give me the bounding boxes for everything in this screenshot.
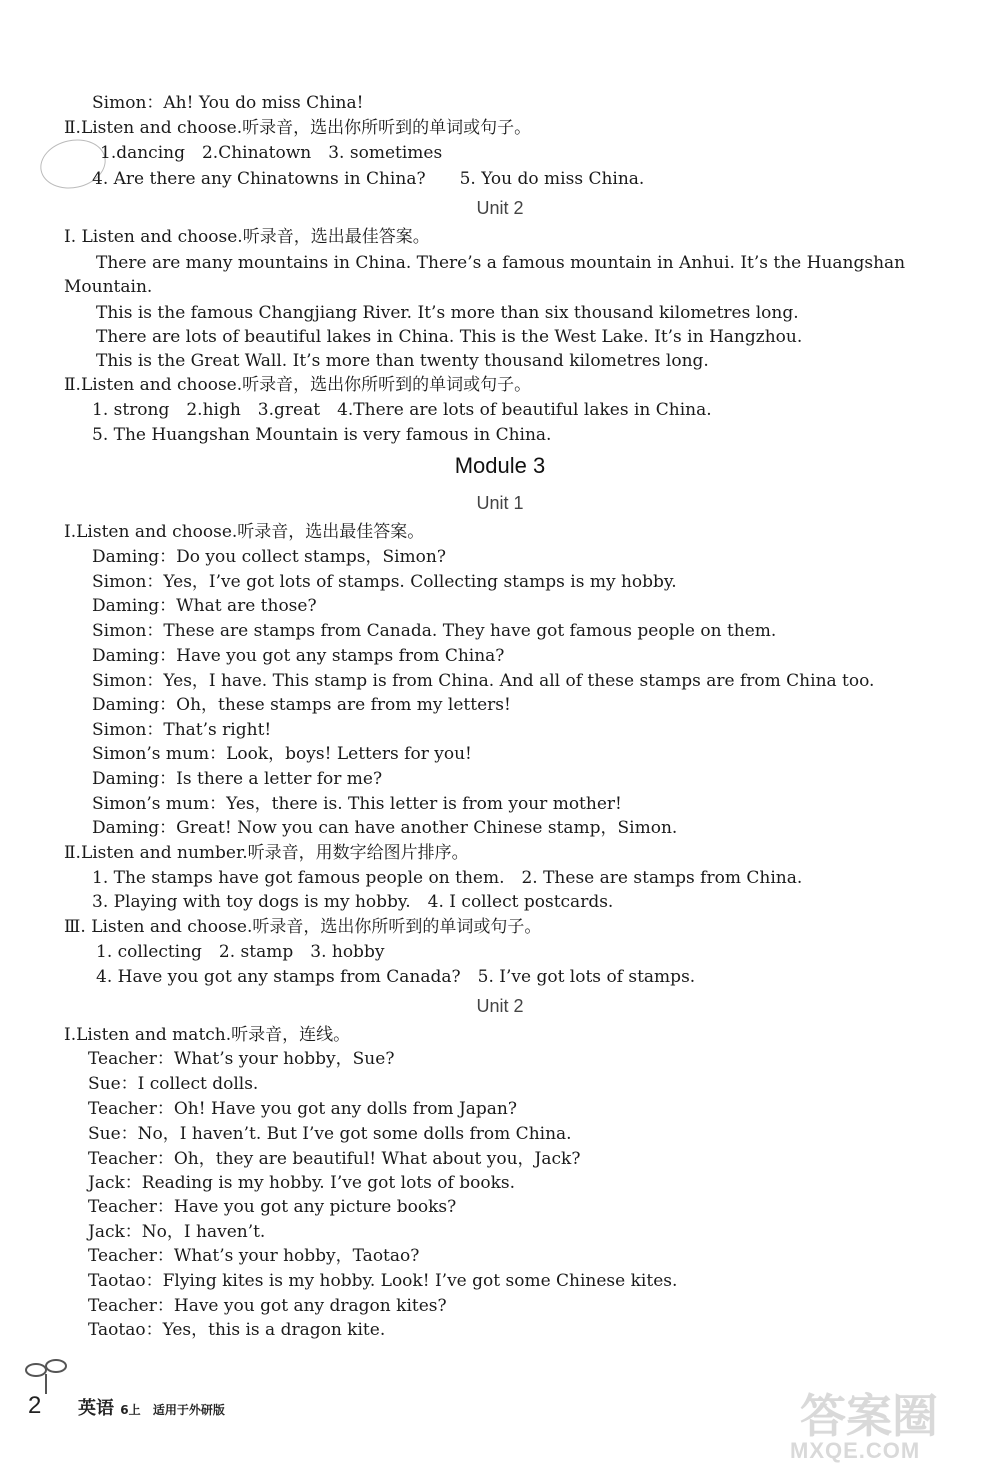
section-heading: Ⅱ.Listen and choose.听录音，选出你所听到的单词或句子。 — [64, 118, 532, 138]
dialogue-line: Teacher：What’s your hobby，Taotao? — [88, 1246, 420, 1266]
watermark-logo: 答案圈 — [800, 1389, 938, 1443]
dialogue-line: Sue：No，I haven’t. But I’ve got some dolls from China. — [88, 1124, 572, 1144]
dialogue-line: Taotao：Flying kites is my hobby. Look! I’ve got some Chinese kites. — [88, 1271, 678, 1291]
text-line: Mountain. — [64, 277, 153, 297]
text-line: 4. Are there any Chinatowns in China? 5. You do miss China. — [92, 169, 645, 189]
dialogue-line: Jack：Reading is my hobby. I’ve got lots of books. — [88, 1173, 516, 1193]
grade: 6上 — [120, 1403, 141, 1417]
section-heading: Ⅰ.Listen and match.听录音，连线。 — [64, 1025, 351, 1045]
section-heading: Ⅰ.Listen and choose.听录音，选出最佳答案。 — [64, 522, 425, 542]
page-number: 2 — [28, 1392, 42, 1419]
dialogue-line: Teacher：Have you got any picture books? — [88, 1197, 457, 1217]
dialogue-line: Sue：I collect dolls. — [88, 1074, 259, 1094]
unit-title: Unit 2 — [476, 996, 524, 1016]
text-line: 1.dancing 2.Chinatown 3. sometimes — [100, 143, 443, 163]
dialogue-line: Simon：Yes，I’ve got lots of stamps. Collecting stamps is my hobby. — [92, 572, 677, 592]
text-line: Simon：Ah! You do miss China! — [92, 93, 364, 113]
dialogue-line: Simon：These are stamps from Canada. They have got famous people on them. — [92, 621, 777, 641]
dialogue-line: Daming：Oh，these stamps are from my letters! — [92, 695, 511, 715]
text-line: 3. Playing with toy dogs is my hobby. 4. I collect postcards. — [92, 892, 614, 912]
dialogue-line: Daming：Have you got any stamps from China? — [92, 646, 505, 666]
dialogue-line: Daming：Is there a letter for me? — [92, 769, 383, 789]
dialogue-line: Taotao：Yes，this is a dragon kite. — [88, 1320, 386, 1340]
unit-title: Unit 2 — [476, 198, 524, 218]
book-title — [78, 1394, 225, 1420]
text-line: There are lots of beautiful lakes in China. This is the West Lake. It’s in Hangzhou. — [96, 327, 803, 347]
text-line: 5. The Huangshan Mountain is very famous in China. — [92, 425, 552, 445]
dialogue-line: Daming：What are those? — [92, 596, 317, 616]
section-heading: Ⅱ.Listen and choose.听录音，选出你所听到的单词或句子。 — [64, 375, 532, 395]
subject: 英语 — [78, 1398, 114, 1419]
section-heading: Ⅰ. Listen and choose.听录音，选出最佳答案。 — [64, 227, 430, 247]
module-title: Module 3 — [454, 453, 546, 478]
edition: 适用于外研版 — [152, 1403, 225, 1417]
text-line: This is the Great Wall. It’s more than twenty thousand kilometres long. — [96, 351, 709, 371]
unit-title: Unit 1 — [476, 493, 524, 513]
dialogue-line: Teacher：Oh! Have you got any dolls from Japan? — [88, 1099, 517, 1119]
text-line: There are many mountains in China. There’s a famous mountain in Anhui. It’s the Huangshan — [96, 253, 906, 273]
watermark-url: MXQE.COM — [790, 1438, 921, 1463]
text-line: 4. Have you got any stamps from Canada? 5. I’ve got lots of stamps. — [96, 967, 696, 987]
dialogue-line: Jack：No，I haven’t. — [88, 1222, 266, 1242]
text-line: 1. strong 2.high 3.great 4.There are lots of beautiful lakes in China. — [92, 400, 712, 420]
dialogue-line: Teacher：What’s your hobby，Sue? — [88, 1049, 395, 1069]
dialogue-line: Simon：That’s right! — [92, 720, 272, 740]
dialogue-line: Simon：Yes，I have. This stamp is from China. And all of these stamps are from China too. — [92, 671, 875, 691]
text-line: 1. collecting 2. stamp 3. hobby — [96, 942, 385, 962]
text-line: 1. The stamps have got famous people on them. 2. These are stamps from China. — [92, 868, 803, 888]
text-line: This is the famous Changjiang River. It’s more than six thousand kilometres long. — [96, 303, 799, 323]
section-heading: Ⅱ.Listen and number.听录音，用数字给图片排序。 — [64, 843, 469, 863]
dialogue-line: Teacher：Have you got any dragon kites? — [88, 1296, 447, 1316]
section-heading: Ⅲ. Listen and choose.听录音，选出你所听到的单词或句子。 — [64, 917, 542, 937]
dialogue-line: Daming：Great! Now you can have another Chinese stamp，Simon. — [92, 818, 678, 838]
dialogue-line: Teacher：Oh，they are beautiful! What about you，Jack? — [88, 1149, 581, 1169]
sprout-icon — [22, 1358, 70, 1394]
dialogue-line: Simon’s mum：Yes，there is. This letter is from your mother! — [92, 794, 622, 814]
dialogue-line: Daming：Do you collect stamps，Simon? — [92, 547, 446, 567]
dialogue-line: Simon’s mum：Look，boys! Letters for you! — [92, 744, 472, 764]
